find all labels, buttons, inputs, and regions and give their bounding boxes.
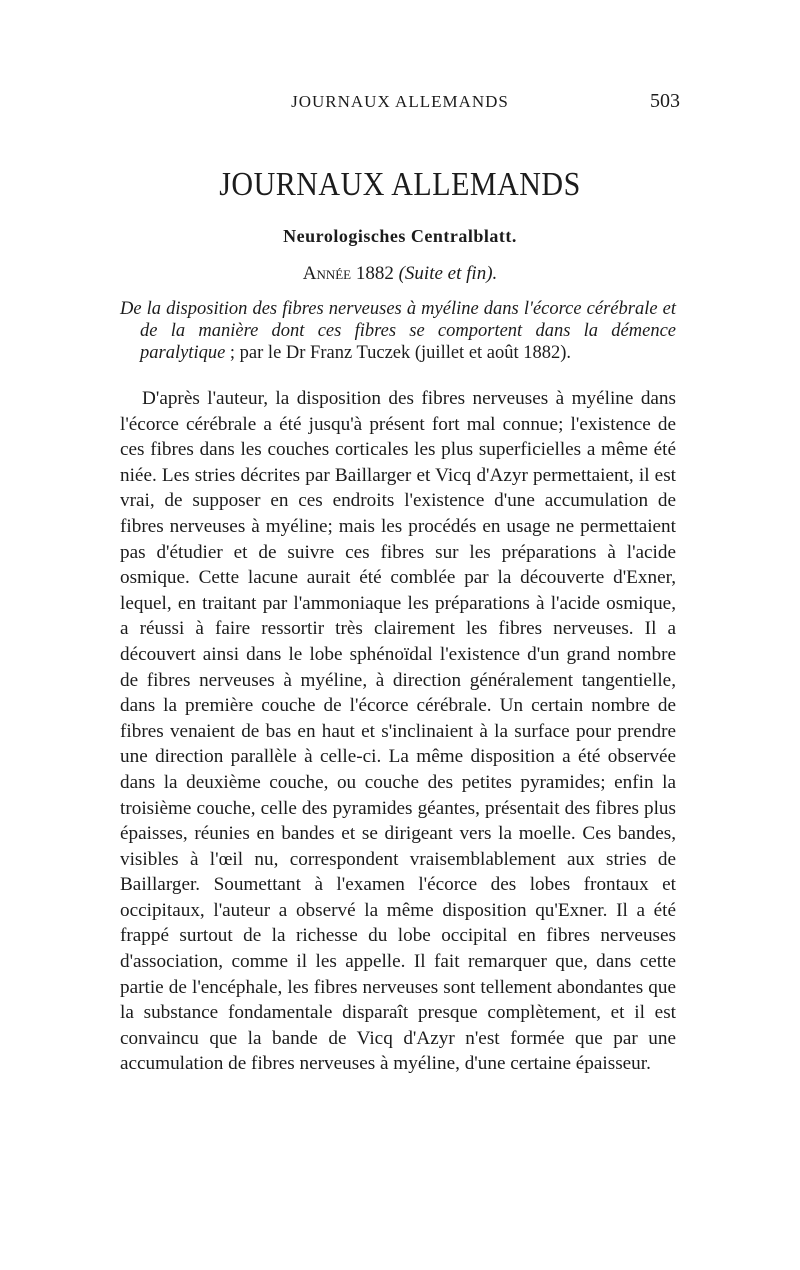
page-number: 503 — [650, 90, 680, 112]
article-title — [120, 298, 676, 364]
article-title-text — [120, 298, 676, 364]
running-head-title: JOURNAUX ALLEMANDS — [291, 92, 509, 111]
article-title-italic: De la disposition des fibres nerveuses à myéline dans l'écorce cérébrale et de la manière dont ces fibres se comportent dans la démence paralytique — [120, 299, 676, 363]
article-title-author: ; par le Dr Franz Tuczek (juillet et août 1882). — [225, 343, 572, 363]
section-title: JOURNAUX ALLEMANDS — [219, 165, 581, 203]
body-paragraph: D'après l'auteur, la disposition des fibres nerveuses à myéline dans l'écorce cérébrale a été jusqu'à présent fort mal connue; l'existence de ces fibres dans les couches corticales les plus superficielles a même été niée. Les stries décrites par Baillarger et Vicq d'Azyr permettaient, il est vrai, de supposer en ces endroits l'existence d'une accumulation de fibres nerveuses à myéline; mais les procédés en usage ne permettaient pas d'étudier et de suivre ces fibres sur les préparations à l'acide osmique. Cette lacune aurait été comblée par la découverte d'Exner, lequel, en traitant par l'ammoniaque les préparations à l'acide osmique, a réussi à faire ressortir très clairement les fibres nerveuses. Il a découvert ainsi dans le lobe sphénoïdal l'existence d'un grand nombre de fibres nerveuses à myéline, à direction généralement tangentielle, dans la première couche de l'écorce cérébrale. Un certain nombre de fibres venaient de bas en haut et s'inclinaient à la surface pour prendre une direction parallèle à celle-ci. La même disposition a été observée dans la deuxième couche, ou couche des petites pyramides; enfin la troisième couche, celle des pyramides géantes, présentait des fibres plus épaisses, réunies en bandes et se dirigeant vers la moelle. Ces bandes, visibles à l'œil nu, correspondent vraisemblablement aux stries de Baillarger. Soumettant à l'examen l'écorce des lobes frontaux et occipitaux, l'auteur a observé la même disposition qu'Exner. Il a été frappé surtout de la richesse du lobe occipital en fibres nerveuses d'association, comme il les appelle. Il fait remarquer que, dans cette partie de l'encéphale, les fibres nerveuses sont tellement abondantes que la substance fondamentale disparaît presque complètement, et il est convaincu que la bande de Vicq d'Azyr n'est formée que par une accumulation de fibres nerveuses à myéline, d'une certaine épaisseur. — [120, 388, 676, 1075]
running-head — [120, 92, 680, 114]
year-number: 1882 — [351, 263, 399, 284]
year-line — [120, 263, 680, 285]
year-prefix: Année — [302, 263, 352, 284]
year-suffix: (Suite et fin). — [398, 263, 498, 284]
journal-name: Neurologisches Centralblatt. — [283, 226, 517, 246]
